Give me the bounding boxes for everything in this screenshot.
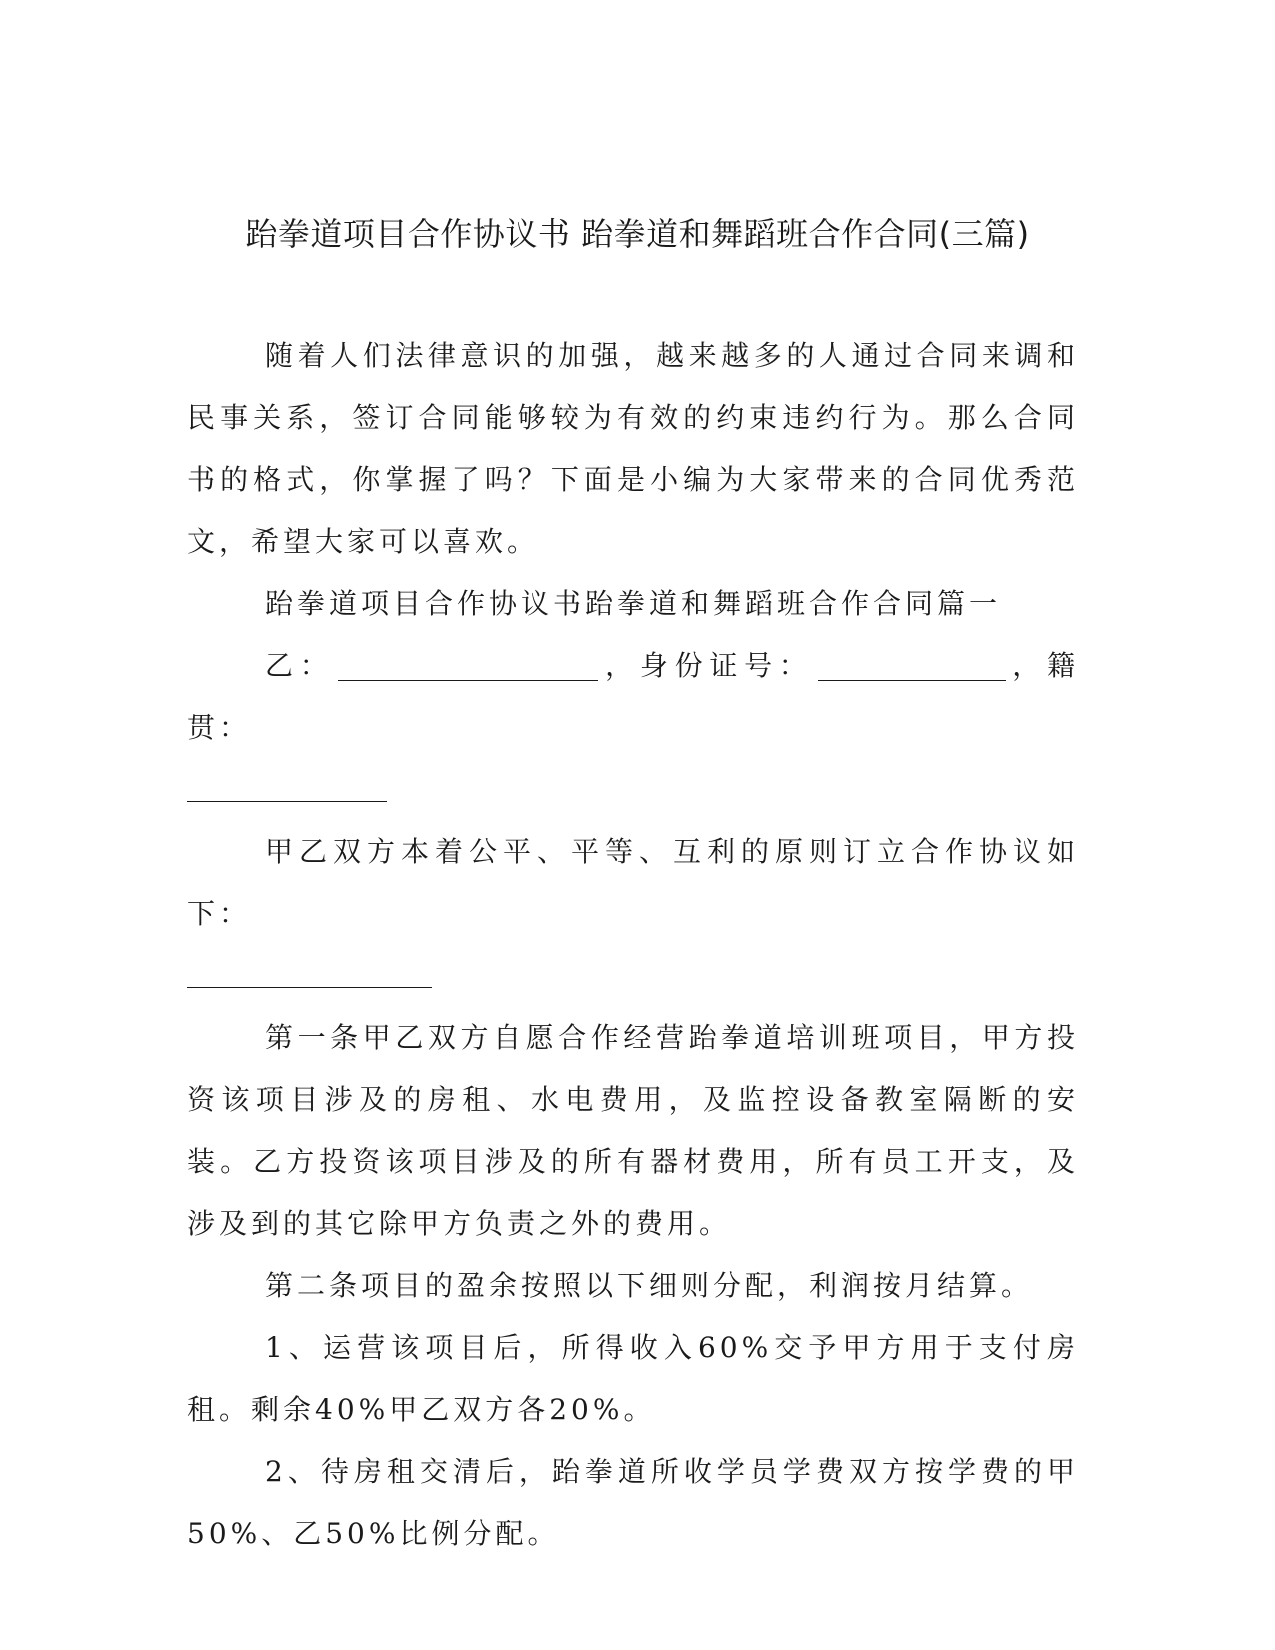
article-2-item-1: 1、运营该项目后，所得收入60%交予甲方用于支付房租。剩余40%甲乙双方各20%。 [187,1331,1079,1426]
party-id-blank [818,652,1006,681]
article-2: 第二条项目的盈余按照以下细则分配，利润按月结算。 [265,1269,1034,1302]
section-heading: 跆拳道项目合作协议书跆拳道和舞蹈班合作合同篇一 [265,587,1002,620]
article-2-item-2: 2、待房租交清后，跆拳道所收学员学费双方按学费的甲50%、乙50%比例分配。 [187,1455,1079,1550]
party-native-blank [187,773,387,802]
native-blank-line [187,759,1079,821]
party-native-label: ，籍贯： [187,649,1079,744]
article-1: 第一条甲乙双方自愿合作经营跆拳道培训班项目，甲方投资该项目涉及的房租、水电费用，及监控设备教室隔断的安装。乙方投资该项目涉及的所有器材费用，所有员工开支，及涉及到的其它除甲方负责之外的费用。 [187,1021,1079,1240]
principle-blank-line [187,945,1079,1007]
intro-paragraph: 随着人们法律意识的加强，越来越多的人通过合同来调和民事关系，签订合同能够较为有效的约束违约行为。那么合同书的格式，你掌握了吗？下面是小编为大家带来的合同优秀范文，希望大家可以喜欢。 [187,339,1079,558]
party-line [187,635,1079,759]
party-id-label: ，身份证号： [602,649,814,682]
party-yi-label: 乙： [265,649,335,682]
principle-paragraph: 甲乙双方本着公平、平等、互利的原则订立合作协议如下： [187,835,1079,930]
document-title: 跆拳道项目合作协议书 跆拳道和舞蹈班合作合同(三篇) [245,215,1030,253]
party-yi-blank [338,652,598,681]
document-body [187,325,1079,1565]
principle-blank [187,959,432,988]
